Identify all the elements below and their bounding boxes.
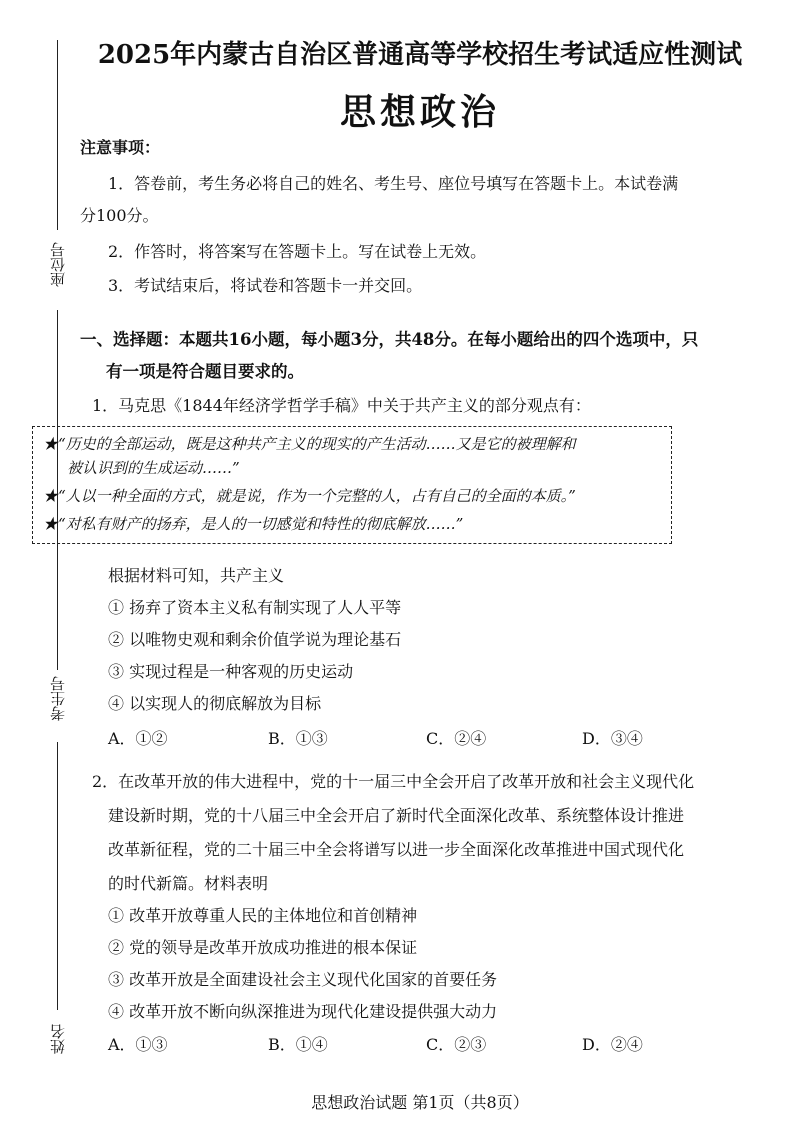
question-1-item: ③ 实现过程是一种客观的历史运动: [108, 662, 354, 681]
page-footer: 思想政治试题 第1页（共8页）: [311, 1093, 529, 1112]
quote-1-cont: 被认识到的生成运动……”: [67, 459, 240, 477]
binding-line: [57, 742, 58, 1010]
question-1-stem: 1．马克思《1844年经济学哲学手稿》中关于共产主义的部分观点有：: [92, 396, 591, 415]
question-1-item: ④ 以实现人的彻底解放为目标: [108, 694, 322, 713]
option-d[interactable]: D．②④: [582, 1035, 643, 1054]
notice-item-1-cont: 分100分。: [80, 206, 159, 225]
question-2-stem-cont: 改革新征程，党的二十届三中全会将谱写以进一步全面深化改革推进中国式现代化: [108, 840, 685, 859]
subject-title: 思想政治: [339, 91, 500, 133]
question-1-lead: 根据材料可知，共产主义: [108, 566, 285, 585]
option-b[interactable]: B．①③: [268, 729, 328, 748]
notice-item-2: 2．作答时，将答案写在答题卡上。写在试卷上无效。: [108, 242, 487, 261]
binding-margin: [48, 40, 68, 1110]
option-d[interactable]: D．③④: [582, 729, 643, 748]
option-c[interactable]: C．②④: [426, 729, 487, 748]
question-2-stem: 2．在改革开放的伟大进程中，党的十一届三中全会开启了改革开放和社会主义现代化: [92, 772, 695, 791]
quote-3: ★“对私有财产的扬弃，是人的一切感觉和特性的彻底解放……”: [43, 515, 464, 533]
name-label: 姓名: [48, 1020, 68, 1058]
quote-box: [32, 426, 672, 544]
question-1-options: [108, 726, 748, 750]
notice-item-1: 1．答卷前，考生务必将自己的姓名、考生号、座位号填写在答题卡上。本试卷满: [108, 174, 679, 193]
quote-2: ★“人以一种全面的方式，就是说，作为一个完整的人，占有自己的全面的本质。”: [43, 487, 576, 505]
question-2-item: ③ 改革开放是全面建设社会主义现代化国家的首要任务: [108, 970, 498, 989]
section-heading-cont: 有一项是符合题目要求的。: [106, 362, 304, 381]
question-1-item: ② 以唯物史观和剩余价值学说为理论基石: [108, 630, 402, 649]
question-2-item: ① 改革开放尊重人民的主体地位和首创精神: [108, 906, 418, 925]
notice-item-3: 3．考试结束后，将试卷和答题卡一并交回。: [108, 276, 423, 295]
option-a[interactable]: A．①②: [108, 729, 168, 748]
option-a[interactable]: A．①③: [108, 1035, 168, 1054]
option-b[interactable]: B．①④: [268, 1035, 328, 1054]
exam-title: 2025年内蒙古自治区普通高等学校招生考试适应性测试: [97, 40, 743, 70]
section-heading: 一、选择题：本题共16小题，每小题3分，共48分。在每小题给出的四个选项中，只: [80, 330, 699, 349]
question-2-stem-cont: 的时代新篇。材料表明: [108, 874, 269, 893]
exam-number-label: 考生号: [48, 672, 68, 725]
option-c[interactable]: C．②③: [426, 1035, 487, 1054]
question-1-item: ① 扬弃了资本主义私有制实现了人人平等: [108, 598, 402, 617]
seat-number-label: 座位号: [48, 238, 68, 291]
question-2-item: ② 党的领导是改革开放成功推进的根本保证: [108, 938, 418, 957]
binding-line: [57, 40, 58, 230]
question-2-options: [108, 1032, 748, 1056]
notice-heading: 注意事项：: [80, 138, 161, 157]
quote-1: ★“历史的全部运动，既是这种共产主义的现实的产生活动……又是它的被理解和: [43, 435, 576, 453]
question-2-stem-cont: 建设新时期，党的十八届三中全会开启了新时代全面深化改革、系统整体设计推进: [108, 806, 685, 825]
question-2-item: ④ 改革开放不断向纵深推进为现代化建设提供强大动力: [108, 1002, 498, 1021]
